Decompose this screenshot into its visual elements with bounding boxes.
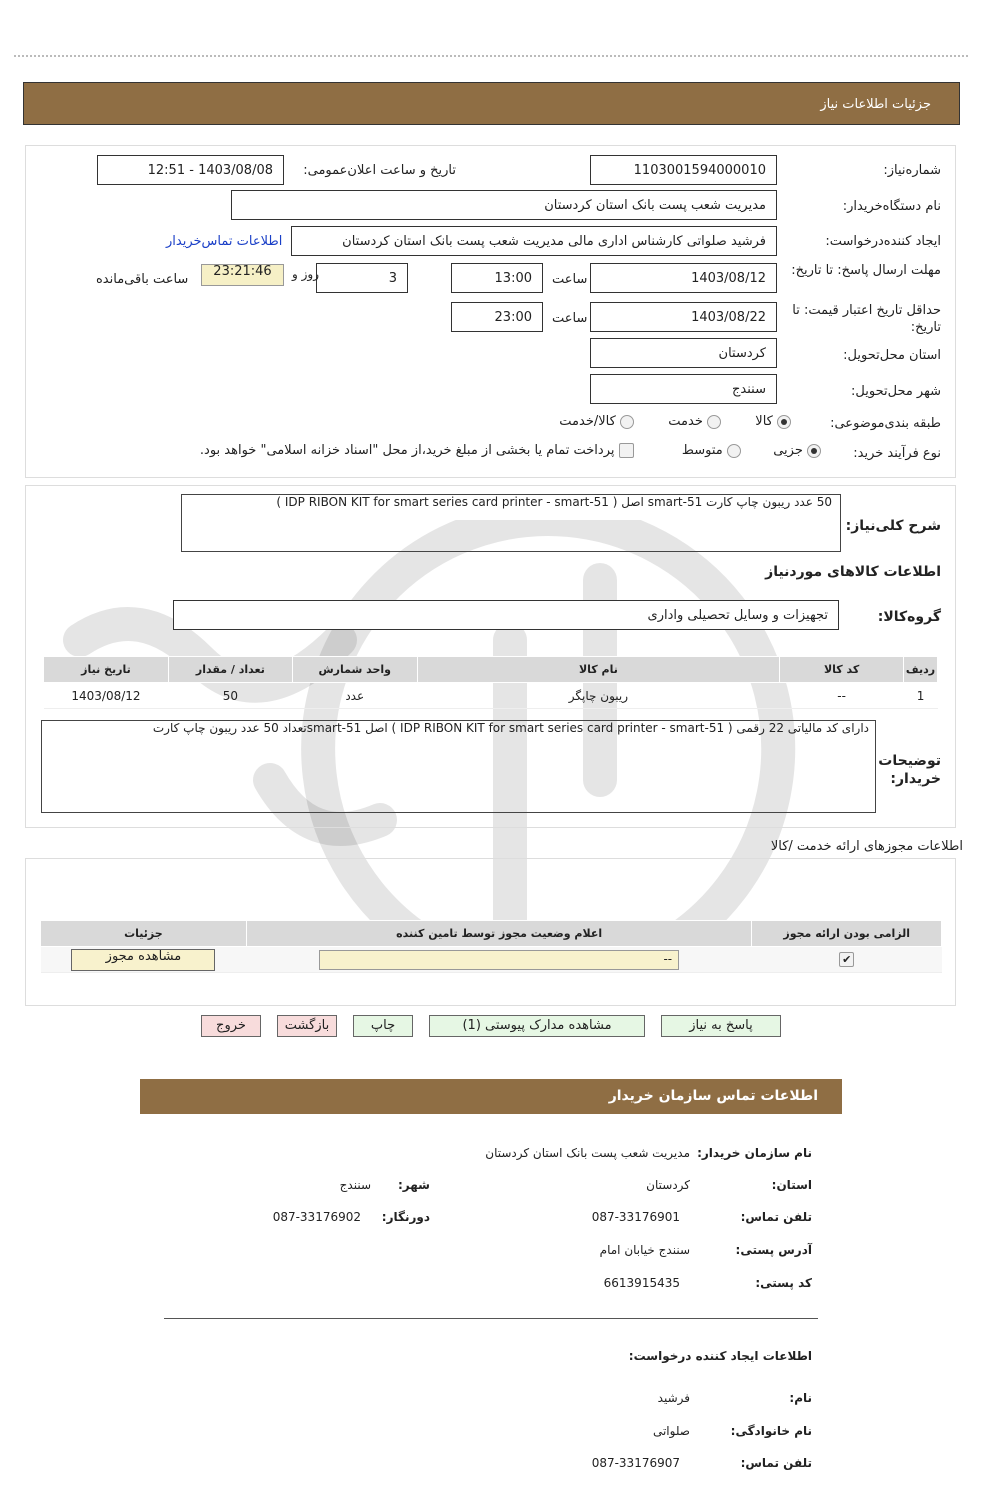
col-permit-status: اعلام وضعیت مجوز توسط تامین کننده: [246, 921, 752, 947]
permit-status-cell: [246, 947, 752, 973]
days-field: 3: [316, 263, 408, 293]
col-permit-required: الزامی بودن ارائه مجوز: [752, 921, 942, 947]
need-number-label: شماره‌نیاز:: [883, 163, 941, 178]
creator-phone-value: 087-33176907: [591, 1456, 680, 1470]
countdown-display: 23:21:46: [201, 264, 284, 286]
category-radio-group: [559, 414, 791, 429]
radio-icon: [707, 415, 721, 429]
radio-icon: [727, 444, 741, 458]
contact-city-label: شهر:: [398, 1178, 430, 1192]
need-number-field: 1103001594000010: [590, 155, 777, 185]
creator-name-label: نام:: [789, 1391, 812, 1405]
creator-phone-label: تلفن تماس:: [740, 1456, 812, 1470]
buyer-contact-link[interactable]: اطلاعات تماس‌خریدار: [166, 234, 283, 249]
col-qty: تعداد / مقدار: [168, 657, 292, 683]
contact-address-value: سنندج خیابان امام: [599, 1243, 690, 1257]
category-label: طبقه بندی‌موضوعی:: [830, 416, 941, 431]
view-permit-button[interactable]: مشاهده مجوز: [71, 949, 215, 971]
creator-field: فرشید صلواتی کارشناس اداری مالی مدیریت شعب پست بانک استان کردستان: [291, 226, 777, 256]
radio-selected-icon: [807, 444, 821, 458]
checkbox-checked-icon[interactable]: ✔: [839, 952, 854, 967]
col-date: تاریخ نیاز: [44, 657, 169, 683]
buyer-label: نام دستگاه‌خریدار:: [842, 199, 941, 214]
contact-divider: [164, 1318, 818, 1319]
reply-date-field: 1403/08/12: [590, 263, 777, 293]
table-row: [44, 683, 938, 709]
cell-name: ریبون چاپگر: [417, 683, 780, 709]
goods-section-title: اطلاعات کالاهای موردنیاز: [765, 564, 941, 580]
col-code: کد کالا: [780, 657, 904, 683]
category-option-both[interactable]: کالا/خدمت: [559, 414, 634, 429]
creator-family-label: نام خانوادگی:: [730, 1424, 812, 1438]
cell-date: 1403/08/12: [44, 683, 169, 709]
contact-fax-label: دورنگار:: [381, 1210, 430, 1224]
buyer-field: مدیریت شعب پست بانک استان کردستان: [231, 190, 777, 220]
checkbox-icon: [619, 443, 634, 458]
contact-phone-value: 087-33176901: [591, 1210, 680, 1224]
category-option-goods[interactable]: کالا: [755, 414, 791, 429]
permit-details-cell: [41, 947, 247, 973]
exit-button[interactable]: خروج: [201, 1015, 261, 1037]
contact-province-value: کردستان: [646, 1178, 690, 1192]
permits-table: [40, 920, 942, 973]
back-button[interactable]: بازگشت: [277, 1015, 337, 1037]
attachments-button[interactable]: مشاهده مدارک پیوستی (1): [429, 1015, 645, 1037]
creator-label: ایجاد کننده‌درخواست:: [825, 234, 941, 249]
province-label: استان محل‌تحویل:: [843, 348, 941, 363]
permits-title: اطلاعات مجوزهای ارائه خدمت /کالا: [770, 839, 963, 854]
process-label: نوع فرآیند خرید:: [853, 446, 941, 461]
reply-time-field: 13:00: [451, 263, 543, 293]
permit-required-cell: [752, 947, 942, 973]
goods-table-header: [44, 657, 938, 683]
col-name: نام کالا: [417, 657, 780, 683]
treasury-payment-checkbox[interactable]: پرداخت تمام یا بخشی از مبلغ خرید،از محل "اسناد خزانه اسلامی" خواهد بود.: [200, 443, 634, 458]
category-option-service[interactable]: خدمت: [668, 414, 721, 429]
creator-name-value: فرشید: [657, 1391, 690, 1405]
radio-icon: [620, 415, 634, 429]
buyer-notes-label: توضیحات خریدار:: [878, 753, 941, 787]
creator-section-title: اطلاعات ایجاد کننده درخواست:: [628, 1349, 812, 1363]
description-label: شرح کلی‌نیاز:: [845, 518, 941, 534]
contact-title: اطلاعات تماس سازمان خریدار: [608, 1088, 818, 1104]
cell-qty: 50: [168, 683, 292, 709]
org-value: مدیریت شعب پست بانک استان کردستان: [485, 1146, 690, 1160]
contact-fax-value: 087-33176902: [272, 1210, 361, 1224]
cell-code: --: [780, 683, 904, 709]
reply-deadline-label: مهلت ارسال پاسخ: تا تاریخ:: [791, 263, 941, 278]
remaining-label: ساعت باقی‌مانده: [96, 272, 189, 287]
announce-label: تاریخ و ساعت اعلان‌عمومی:: [303, 163, 456, 178]
process-radio-group: [200, 443, 821, 458]
price-time-field: 23:00: [451, 302, 543, 332]
contact-address-label: آدرس پستی:: [735, 1243, 812, 1257]
goods-group-field: تجهیزات و وسایل تحصیلی واداری: [173, 600, 839, 630]
contact-province-label: استان:: [771, 1178, 812, 1192]
goods-group-label: گروه‌کالا:: [877, 609, 941, 625]
contact-postal-label: کد پستی:: [755, 1276, 812, 1290]
creator-family-value: صلواتی: [652, 1424, 690, 1438]
process-option-medium[interactable]: متوسط: [682, 443, 741, 458]
cell-row: 1: [904, 683, 938, 709]
org-label: نام سازمان خریدار:: [697, 1146, 812, 1160]
price-deadline-label: حداقل تاریخ اعتبار قیمت: تا تاریخ:: [792, 303, 941, 335]
contact-postal-value: 6613915435: [603, 1276, 680, 1290]
print-button[interactable]: چاپ: [353, 1015, 413, 1037]
reply-button[interactable]: پاسخ به نیاز: [661, 1015, 781, 1037]
contact-phone-label: تلفن تماس:: [740, 1210, 812, 1224]
col-unit: واحد شمارش: [292, 657, 417, 683]
province-field: کردستان: [590, 338, 777, 368]
permit-status-field[interactable]: --: [319, 950, 679, 970]
contact-city-value: سنندج: [339, 1178, 371, 1192]
city-field: سنندج: [590, 374, 777, 404]
days-label: روز و: [292, 267, 319, 281]
top-divider: [14, 55, 968, 57]
col-row: ردیف: [904, 657, 938, 683]
city-label: شهر محل‌تحویل:: [851, 384, 941, 399]
goods-table: [43, 656, 938, 709]
col-permit-details: جزئیات: [41, 921, 247, 947]
table-row: [41, 947, 942, 973]
price-date-field: 1403/08/22: [590, 302, 777, 332]
announce-field: 1403/08/08 - 12:51: [97, 155, 284, 185]
price-time-label: ساعت: [552, 311, 588, 326]
reply-time-label: ساعت: [552, 272, 588, 287]
permits-table-header: [41, 921, 942, 947]
process-option-minor[interactable]: جزیی: [773, 443, 821, 458]
cell-unit: عدد: [292, 683, 417, 709]
page-header: [23, 82, 960, 125]
contact-header: [140, 1079, 842, 1114]
radio-selected-icon: [777, 415, 791, 429]
page-title: جزئیات اطلاعات نیاز: [820, 97, 931, 112]
buyer-notes-text: دارای کد مالیاتی 22 رقمی ( IDP RIBON KIT for smart series card printer - smart-51 ) اصل smart-51تعداد 50 عدد ریبون چاپ کارت: [41, 720, 876, 813]
description-text: 50 عدد ریبون چاپ کارت smart-51 اصل ( IDP RIBON KIT for smart series card printer - smart-51 ): [181, 494, 841, 552]
